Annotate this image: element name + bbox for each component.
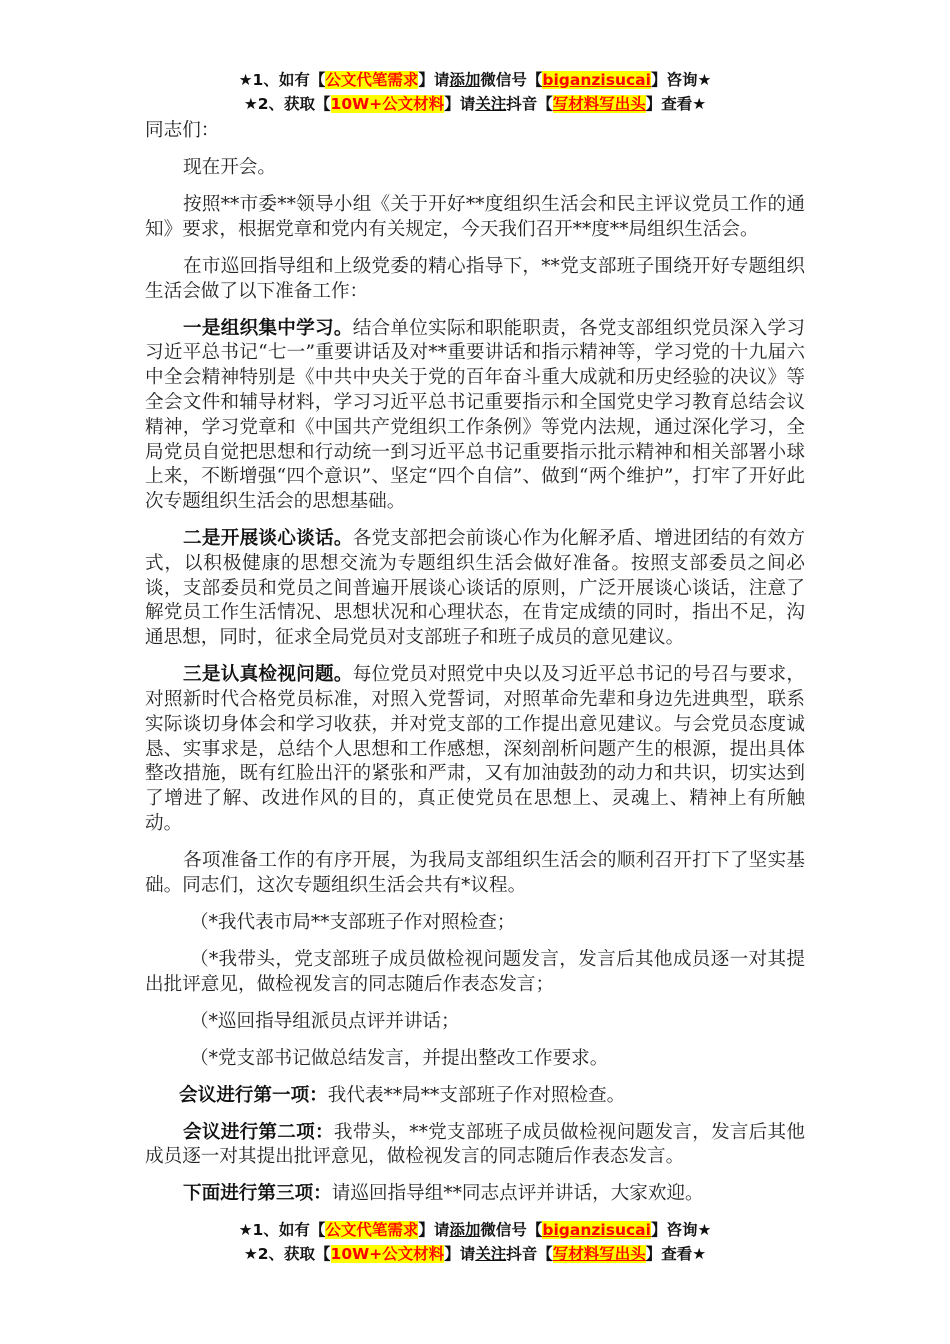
paragraph-text: 结合单位实际和职能职责，各党支部组织党员深入学习习近平总书记“七一”重要讲话及对**重要讲话和指示精神等，学习党的十九届六中全会精神特别是《中共中央关于党的百年奋斗重大成就和历史经验的决议》等全会文件和辅导材料，学习习近平总书记重要指示和全国党史学习教育总结会议精神，学习党章和《中国共产党组织工作条例》等党内法规，通过深化学习，全局党员自觉把思想和行动统一到习近平总书记重要指示批示精神和相关部署小球上来，不断增强“四个意识”、坚定“四个自信”、做到“两个维护”，打牢了开好此次专题组织生活会的思想基础。 (145, 317, 805, 513)
document-body (145, 119, 805, 1219)
paragraph (145, 527, 805, 651)
promo-text: 】查看★ (645, 1245, 707, 1263)
salutation: 同志们： (145, 120, 220, 141)
meeting-item (145, 1084, 805, 1109)
meeting-item (145, 1182, 805, 1207)
promo-text: ★1、如有【 (238, 1221, 326, 1239)
promo-text: 】咨询★ (650, 71, 712, 89)
promo-text: 抖音【 (506, 1245, 553, 1263)
promo-text: 】请 (444, 95, 476, 113)
promo-text: 抖音【 (506, 95, 553, 113)
douyin-id: 写材料写出头 (552, 1245, 646, 1263)
promo-text: 】请 (418, 1221, 450, 1239)
item-heading: 会议进行第二项： (183, 1121, 334, 1143)
paragraph: 现在开会。 (183, 156, 276, 178)
wechat-id: biganzisucai (542, 71, 651, 89)
agenda-item: （*我代表市局**支部班子作对照检查； (190, 911, 516, 933)
promo-text: 】请 (444, 1245, 476, 1263)
promo-underline: 添加 (449, 71, 481, 89)
promo-text: 】请 (418, 71, 450, 89)
agenda-item: （*我带头，党支部班子成员做检视问题发言，发言后其他成员逐一对其提出批评意见，做检视发言的同志随后作表态发言； (145, 948, 805, 995)
promo-banner-top (0, 68, 950, 116)
promo-underline: 关注 (475, 1245, 507, 1263)
item-text: 我代表**局**支部班子作对照检查。 (327, 1084, 626, 1106)
meeting-item (145, 1121, 805, 1171)
paragraph (145, 317, 805, 515)
promo-underline: 添加 (449, 1221, 481, 1239)
douyin-id: 写材料写出头 (552, 95, 646, 113)
promo-text: ★2、获取【 (243, 1245, 331, 1263)
promo-line-1 (0, 1218, 950, 1242)
paragraph: 在市巡回指导组和上级党委的精心指导下，**党支部班子围绕开好专题组织生活会做了以下准备工作： (145, 255, 805, 302)
paragraph-text: 各党支部把会前谈心作为化解矛盾、增进团结的有效方式，以积极健康的思想交流为专题组织生活会做好准备。按照支部委员之间必谈，支部委员和党员之间普遍开展谈心谈话的原则，广泛开展谈心谈话，注意了解党员工作生活情况、思想状况和心理状态，在肯定成绩的同时，指出不足，沟通思想，同时，征求全局党员对支部班子和班子成员的意见建议。 (145, 528, 805, 649)
section-heading: 二是开展谈心谈话。 (183, 528, 353, 550)
promo-line-2 (0, 1242, 950, 1266)
promo-highlight: 公文代笔需求 (325, 1221, 419, 1239)
promo-text: 】咨询★ (650, 1221, 712, 1239)
promo-banner-bottom (0, 1218, 950, 1266)
item-text: 请巡回指导组**同志点评并讲话，大家欢迎。 (331, 1183, 704, 1205)
promo-line-1 (0, 68, 950, 92)
agenda-item: （*党支部书记做总结发言，并提出整改工作要求。 (190, 1047, 609, 1069)
paragraph: 各项准备工作的有序开展，为我局支部组织生活会的顺利召开打下了坚实基础。同志们，这次专题组织生活会共有*议程。 (145, 850, 805, 896)
promo-line-2 (0, 92, 950, 116)
item-heading: 下面进行第三项： (183, 1183, 332, 1205)
promo-text: ★2、获取【 (243, 95, 331, 113)
promo-highlight: 公文代笔需求 (325, 71, 419, 89)
promo-text: 微信号【 (480, 71, 543, 89)
paragraph-text: 每位党员对照党中央以及习近平总书记的号召与要求，对照新时代合格党员标准，对照入党誓词，对照革命先辈和身边先进典型，联系实际谈切身体会和学习收获，并对党支部的工作提出意见建议。与会党员态度诚恳、实事求是，总结个人思想和工作感想，深刻剖析问题产生的根源，提出具体整改措施，既有红脸出汗的紧张和严肃，又有加油鼓劲的动力和共识，切实达到了增进了解、改进作风的目的，真正使党员在思想上、灵魂上、精神上有所触动。 (145, 664, 805, 835)
wechat-id: biganzisucai (542, 1221, 651, 1239)
promo-highlight: 10W+公文材料 (330, 95, 445, 113)
paragraph: 按照**市委**领导小组《关于开好**度组织生活会和民主评议党员工作的通知》要求，根据党章和党内有关规定，今天我们召开**度**局组织生活会。 (145, 193, 805, 240)
promo-text: 微信号【 (480, 1221, 543, 1239)
section-heading: 三是认真检视问题。 (183, 664, 353, 686)
section-heading: 一是组织集中学习。 (183, 317, 353, 339)
promo-text: 】查看★ (645, 95, 707, 113)
item-text: 我带头，**党支部班子成员做检视问题发言，发言后其他成员逐一对其提出批评意见，做检视发言的同志随后作表态发言。 (145, 1121, 805, 1168)
promo-text: ★1、如有【 (238, 71, 326, 89)
item-heading: 会议进行第一项： (179, 1084, 328, 1106)
agenda-item: （*巡回指导组派员点评并讲话； (190, 1010, 460, 1032)
promo-underline: 关注 (475, 95, 507, 113)
paragraph (145, 663, 805, 837)
promo-highlight: 10W+公文材料 (330, 1245, 445, 1263)
